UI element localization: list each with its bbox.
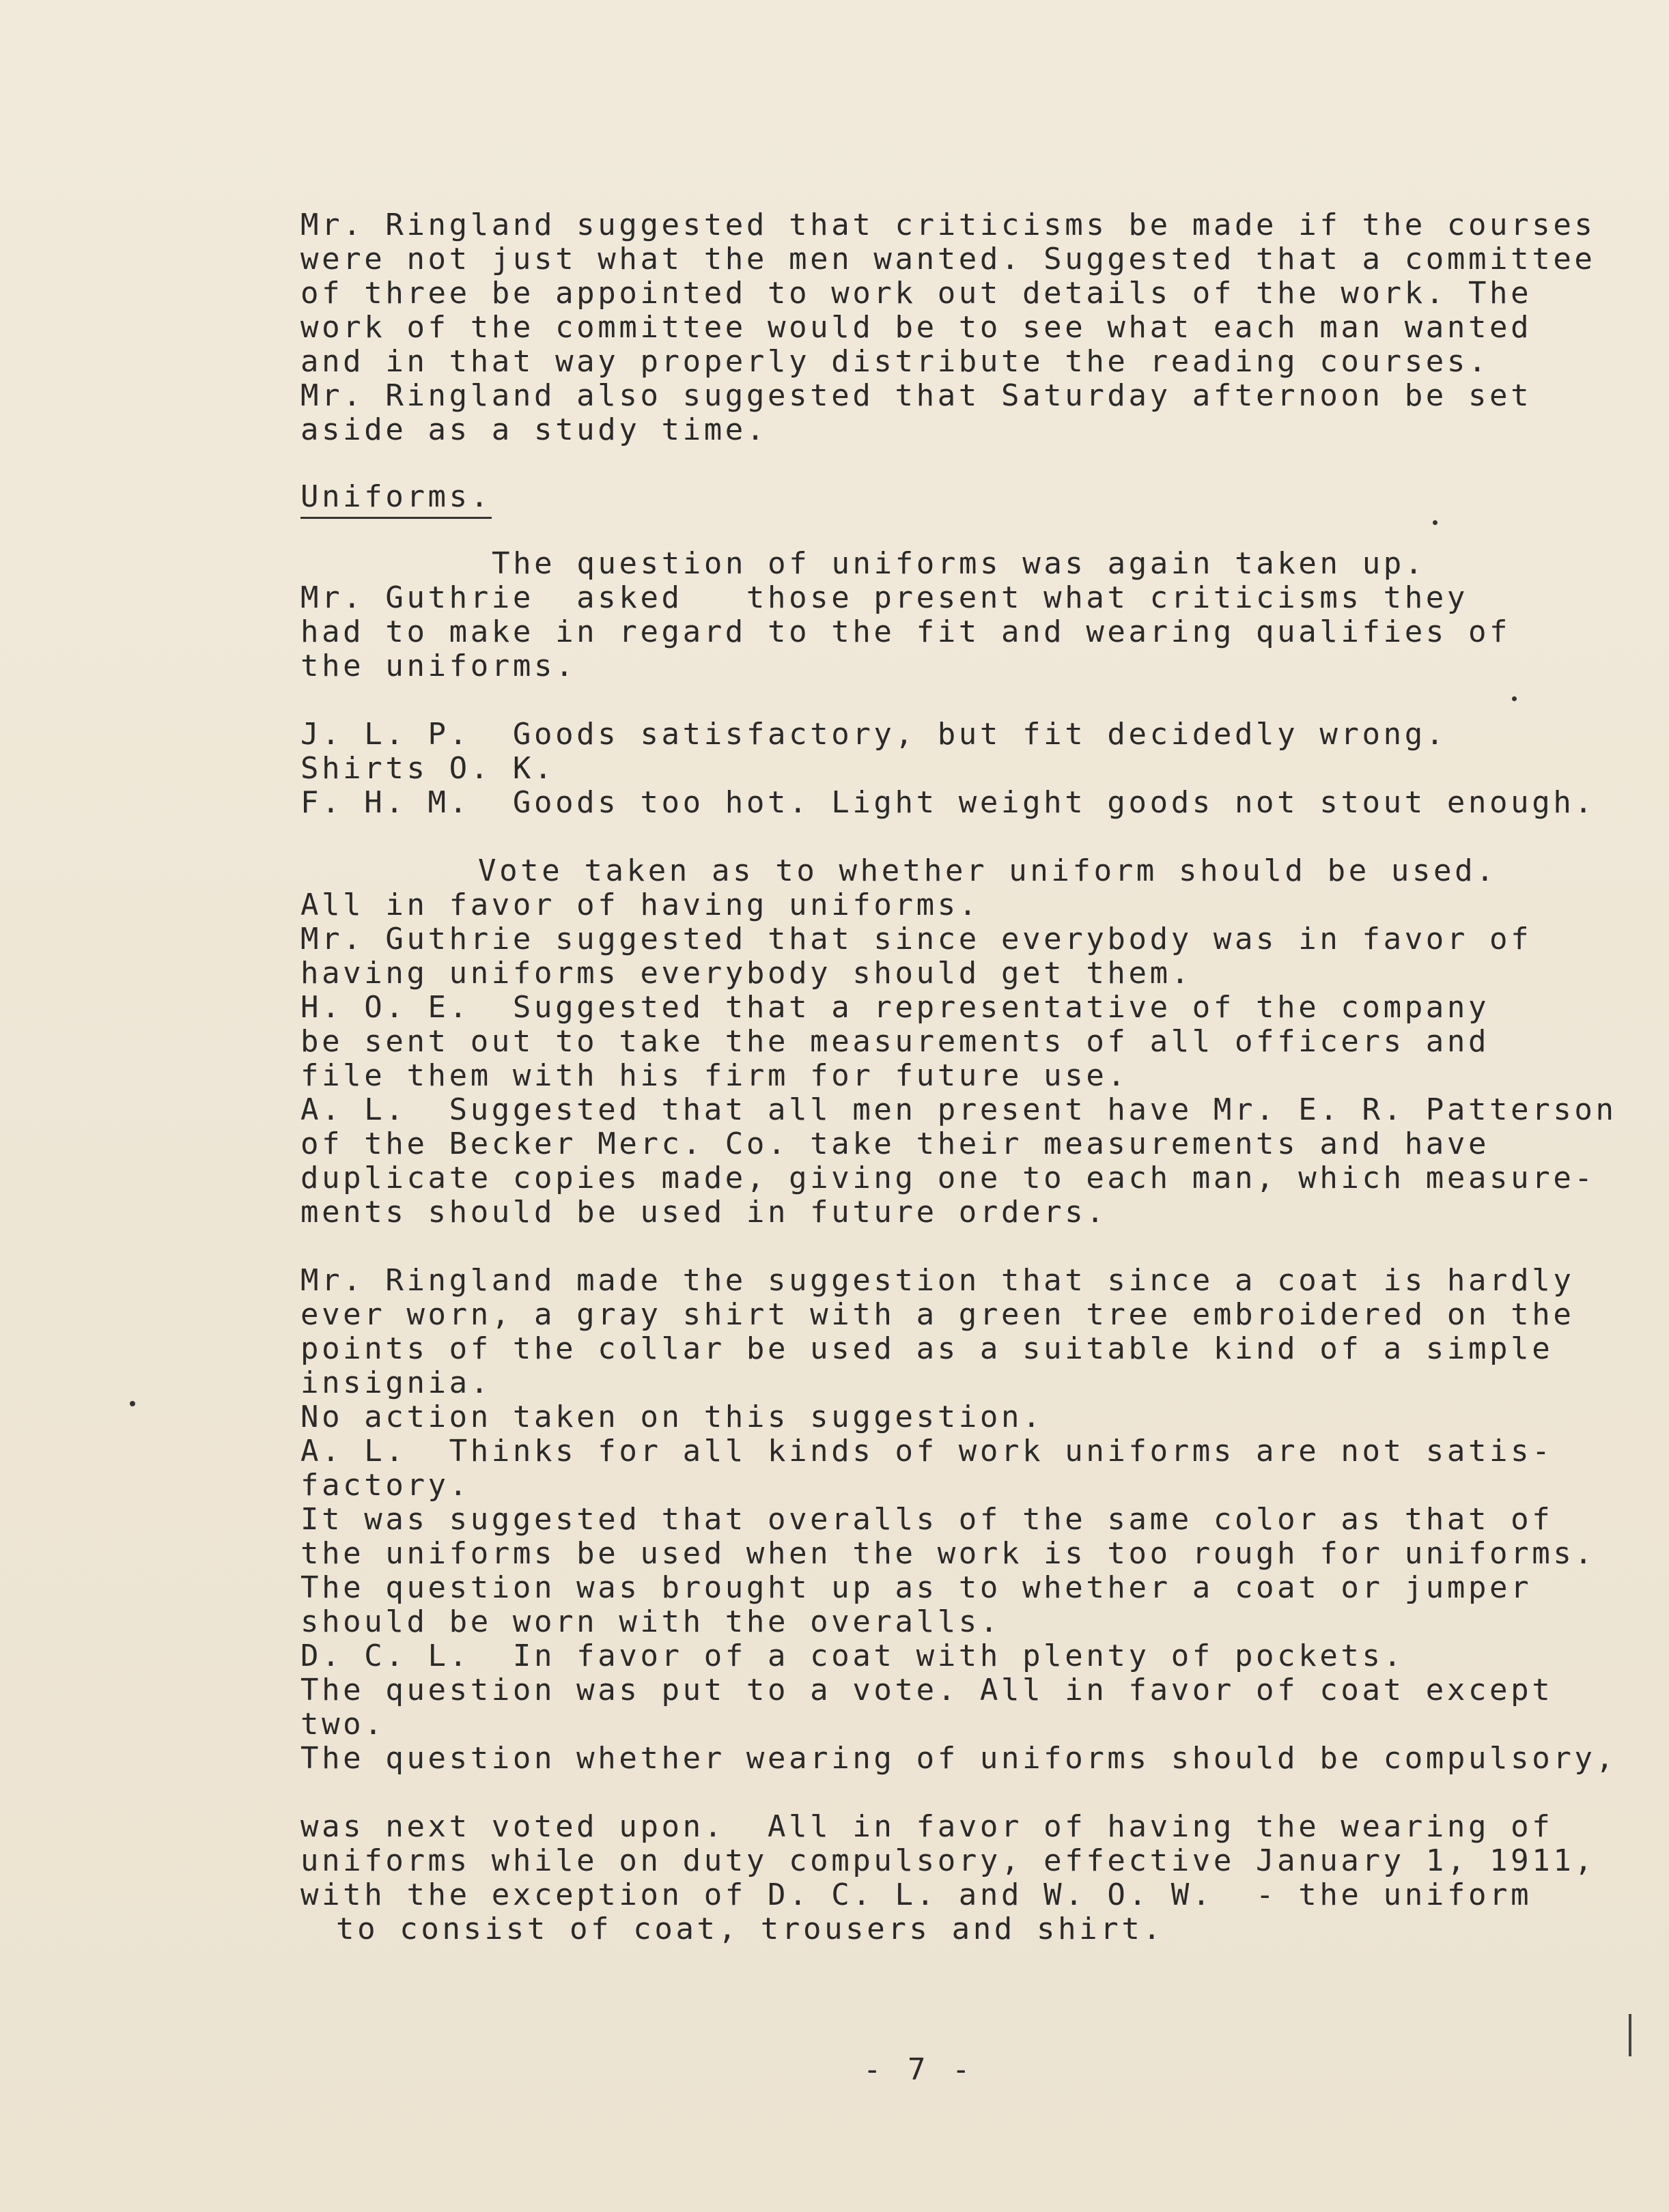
paper-speck <box>130 1401 135 1406</box>
text-line: Vote taken as to whether uniform should be used. <box>478 853 1498 888</box>
text-line: file them with his firm for future use. <box>300 1058 1129 1093</box>
paragraph-uniform-question <box>300 547 1584 683</box>
text-line: had to make in regard to the fit and wearing qualifies of <box>300 614 1511 649</box>
text-line: ever worn, a gray shirt with a green tree embroidered on the <box>300 1297 1575 1332</box>
text-line: The question was put to a vote. All in favor of coat except <box>300 1673 1554 1707</box>
text-line: ments should be used in future orders. <box>300 1195 1108 1230</box>
text-line: to consist of coat, trousers and shirt. <box>336 1912 1164 1946</box>
text-line: A. L. Suggested that all men present have Mr. E. R. Patterson <box>300 1092 1617 1127</box>
paper-speck <box>1512 696 1517 701</box>
text-line: was next voted upon. All in favor of having the wearing of <box>300 1809 1554 1844</box>
text-line: two. <box>300 1707 386 1742</box>
section-heading: Uniforms. <box>300 480 492 519</box>
text-line: No action taken on this suggestion. <box>300 1400 1044 1434</box>
text-line: aside as a study time. <box>300 412 768 447</box>
text-line: Mr. Ringland also suggested that Saturday afternoon be set <box>300 378 1532 413</box>
paragraph-vote-uniforms <box>300 853 1617 1230</box>
text-line: Mr. Ringland made the suggestion that since a coat is hardly <box>300 1263 1575 1298</box>
text-line: factory. <box>300 1468 471 1503</box>
text-line: with the exception of D. C. L. and W. O. W. - the uniform <box>300 1877 1532 1912</box>
text-line: All in favor of having uniforms. <box>300 888 980 922</box>
text-line: of three be appointed to work out details of the work. The <box>300 276 1532 311</box>
text-line: duplicate copies made, giving one to each man, which measure- <box>300 1161 1596 1195</box>
text-line: Mr. Guthrie suggested that since everybody was in favor of <box>300 922 1532 956</box>
text-line: D. C. L. In favor of a coat with plenty of pockets. <box>300 1639 1405 1673</box>
text-line: It was suggested that overalls of the same color as that of <box>300 1502 1554 1537</box>
remark-line: J. L. P. Goods satisfactory, but fit decidedly wrong. <box>300 717 1447 752</box>
remark-line: Shirts O. K. <box>300 751 556 786</box>
text-line: the uniforms be used when the work is too rough for uniforms. <box>300 1536 1596 1571</box>
paragraph-compulsory-vote <box>300 1809 1596 1946</box>
text-line: Mr. Guthrie asked those present what criticisms they <box>300 580 1468 615</box>
page-number: - 7 - <box>863 2052 974 2087</box>
text-line: insignia. <box>300 1365 492 1400</box>
paper-speck <box>1433 520 1437 525</box>
text-line: and in that way properly distribute the reading courses. <box>300 344 1490 379</box>
text-line: points of the collar be used as a suitable kind of a simple <box>300 1331 1554 1366</box>
remark-line: F. H. M. Goods too hot. Light weight goods not stout enough. <box>300 785 1596 820</box>
text-line: uniforms while on duty compulsory, effective January 1, 1911, <box>300 1843 1596 1878</box>
text-line: Mr. Ringland suggested that criticisms be made if the courses <box>300 208 1596 242</box>
section-heading-line <box>300 480 1584 514</box>
text-line: of the Becker Merc. Co. take their measurements and have <box>300 1126 1490 1161</box>
text-line: The question was brought up as to whether a coat or jumper <box>300 1570 1532 1605</box>
text-line: A. L. Thinks for all kinds of work uniforms are not satis- <box>300 1434 1554 1469</box>
text-line: having uniforms everybody should get them. <box>300 956 1192 991</box>
text-line: the uniforms. <box>300 649 577 683</box>
paragraph-reading-courses <box>300 208 1596 447</box>
remarks-list <box>300 717 1596 820</box>
document-body <box>300 208 1617 1946</box>
text-line: should be worn with the overalls. <box>300 1604 1001 1639</box>
text-line: The question of uniforms was again taken up. <box>492 546 1426 581</box>
text-line: H. O. E. Suggested that a representative of the company <box>300 990 1490 1025</box>
text-line: be sent out to take the measurements of all officers and <box>300 1024 1490 1059</box>
paragraph-insignia-overalls <box>300 1263 1617 1776</box>
text-line: The question whether wearing of uniforms should be compulsory, <box>300 1741 1617 1776</box>
text-line: were not just what the men wanted. Suggested that a committee <box>300 242 1596 276</box>
margin-mark <box>1629 2014 1631 2056</box>
text-line: work of the committee would be to see what each man wanted <box>300 310 1532 345</box>
